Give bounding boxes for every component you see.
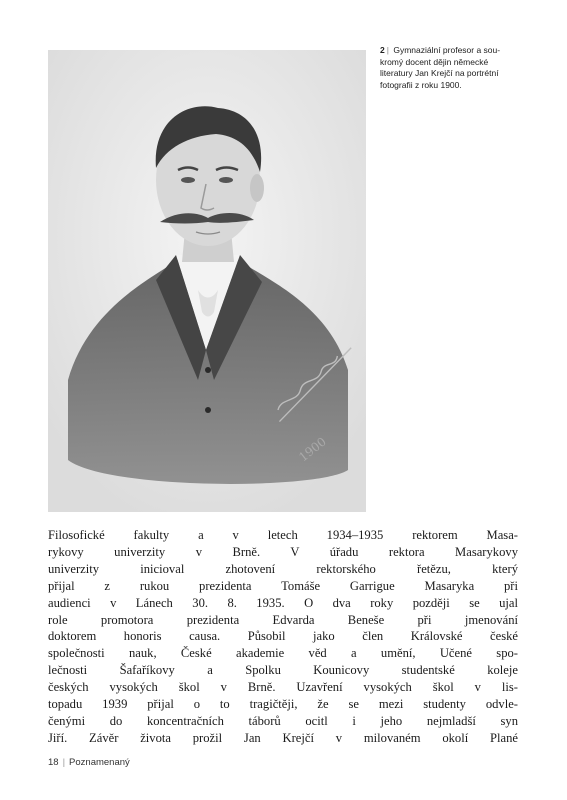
footer-separator: |	[62, 757, 66, 768]
caption-line: literatury Jan Krejčí na portrétní	[380, 68, 499, 78]
photo-caption	[380, 45, 530, 91]
caption-line: fotografii z roku 1900.	[380, 79, 462, 90]
caption-number: 2	[380, 45, 385, 55]
footer-section: Poznamenaný	[69, 757, 130, 768]
body-line: čenými do koncentračních táborů ocitl i jeho nejmladší syn	[48, 713, 518, 728]
body-line: lečnosti Šafaříkovy a Spolku Kounicovy studentské koleje	[48, 663, 518, 678]
caption-separator: |	[386, 45, 389, 55]
body-line: přijal z rukou prezidenta Tomáše Garrigue Masaryka při	[48, 578, 518, 593]
body-line: Filosofické fakulty a v letech 1934–1935 rektorem Masa-	[48, 528, 518, 542]
body-line: rykovy univerzity v Brně. V úřadu rektora Masarykovy	[48, 544, 518, 559]
body-line: českých vysokých škol v Brně. Uzavření vysokých škol v lis-	[48, 680, 518, 695]
page-footer	[48, 757, 130, 768]
caption-line: kromý docent dějin německé	[380, 56, 489, 67]
body-line: doktorem honoris causa. Působil jako člen Královské české	[48, 629, 518, 644]
body-line: audienci v Lánech 30. 8. 1935. O dva roky později se ujal	[48, 595, 518, 610]
portrait-photo	[48, 50, 366, 512]
body-paragraph	[48, 527, 518, 747]
body-line: role promotora prezidenta Edvarda Beneše při jmenování	[48, 612, 518, 627]
body-line: univerzity inicioval zhotovení rektorského řetězu, který	[48, 561, 518, 576]
caption-line: Gymnaziální profesor a sou-	[393, 45, 501, 55]
portrait-illustration	[48, 50, 366, 512]
page-number: 18	[48, 757, 59, 768]
body-line: společnosti nauk, České akademie věd a umění, Učené spo-	[48, 646, 518, 661]
photo-signature-year: 1900	[296, 434, 329, 465]
body-line: Jiří. Závěr života prožil Jan Krejčí v milovaném okolí Plané	[48, 730, 518, 745]
body-line: topadu 1939 přijal o to tragičtěji, že se mezi studenty odvle-	[48, 697, 518, 712]
